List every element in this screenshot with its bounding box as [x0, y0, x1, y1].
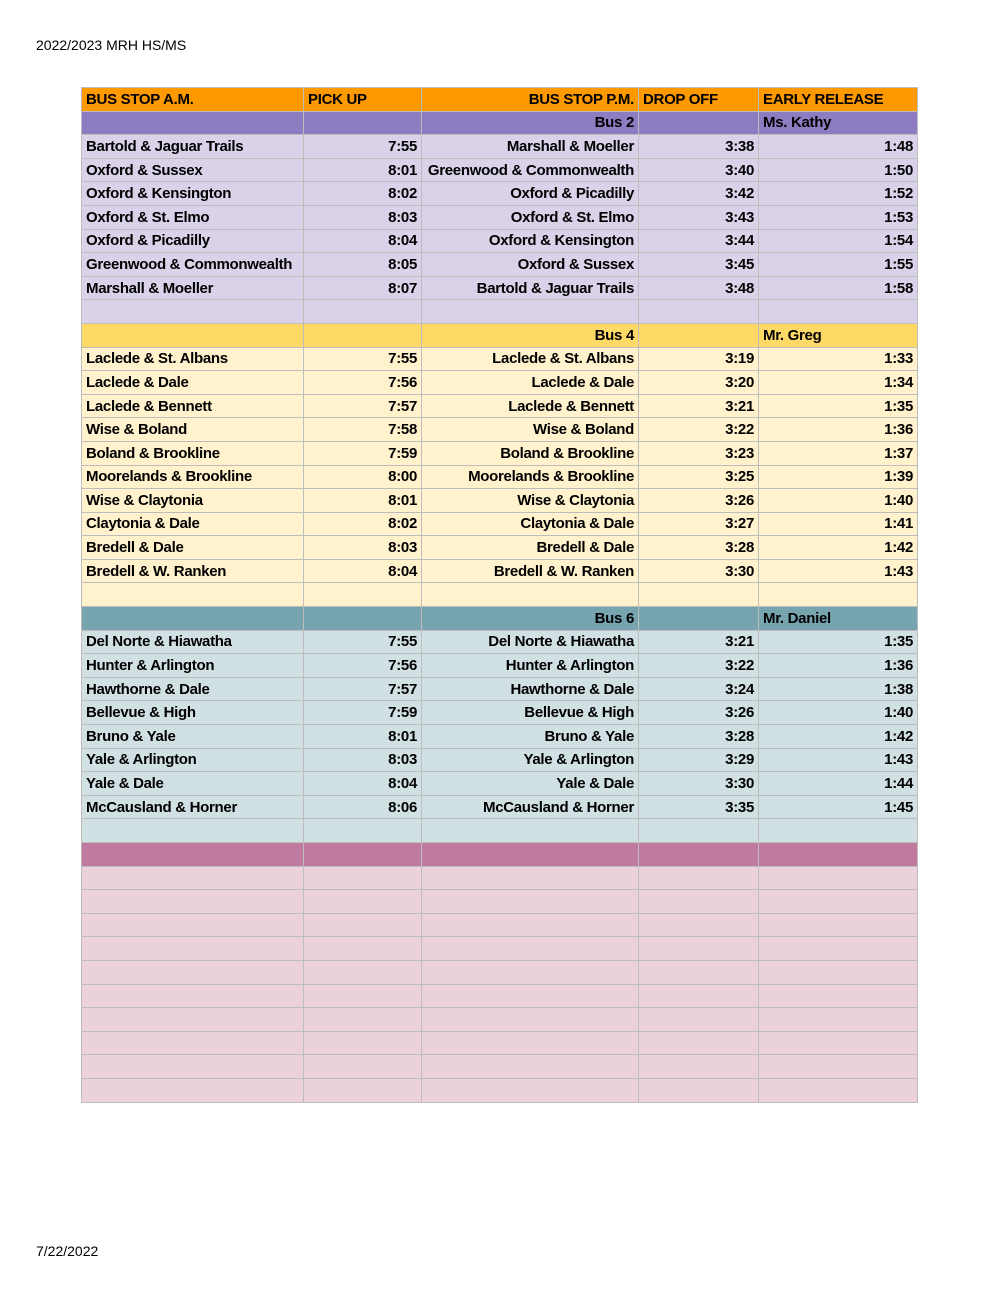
table-row — [82, 205, 918, 229]
pickup-cell: 7:57 — [304, 677, 422, 701]
stop-pm-cell: Wise & Claytonia — [422, 489, 639, 513]
early-release-cell: 1:39 — [759, 465, 918, 489]
pickup-cell: 8:04 — [304, 229, 422, 253]
early-release-cell: 1:37 — [759, 441, 918, 465]
pickup-cell: 8:03 — [304, 205, 422, 229]
pickup-cell: 8:01 — [304, 725, 422, 749]
blank-row — [82, 1008, 918, 1032]
stop-pm-cell: Laclede & St. Albans — [422, 347, 639, 371]
dropoff-cell: 3:25 — [639, 465, 759, 489]
stop-am-cell: Hunter & Arlington — [82, 654, 304, 678]
dropoff-cell: 3:24 — [639, 677, 759, 701]
table-row — [82, 772, 918, 796]
bus-header-row — [82, 111, 918, 135]
early-release-cell: 1:35 — [759, 394, 918, 418]
early-release-cell: 1:36 — [759, 418, 918, 442]
early-release-cell: 1:43 — [759, 559, 918, 583]
stop-am-cell: Yale & Arlington — [82, 748, 304, 772]
pickup-cell: 7:59 — [304, 701, 422, 725]
pickup-cell: 7:57 — [304, 394, 422, 418]
stop-pm-cell: Yale & Dale — [422, 772, 639, 796]
table-row — [82, 158, 918, 182]
dropoff-cell: 3:26 — [639, 489, 759, 513]
early-release-cell: 1:42 — [759, 725, 918, 749]
early-release-cell: 1:58 — [759, 276, 918, 300]
dropoff-cell: 3:35 — [639, 795, 759, 819]
pickup-cell: 8:01 — [304, 158, 422, 182]
blank-row — [82, 960, 918, 984]
table-row — [82, 182, 918, 206]
dropoff-cell: 3:38 — [639, 135, 759, 159]
table-row — [82, 630, 918, 654]
early-release-cell: 1:36 — [759, 654, 918, 678]
stop-am-cell: Boland & Brookline — [82, 441, 304, 465]
stop-am-cell: Greenwood & Commonwealth — [82, 253, 304, 277]
dropoff-cell: 3:26 — [639, 701, 759, 725]
stop-am-cell: Bellevue & High — [82, 701, 304, 725]
table-row — [82, 489, 918, 513]
pickup-cell: 8:00 — [304, 465, 422, 489]
early-release-cell: 1:35 — [759, 630, 918, 654]
dropoff-cell: 3:45 — [639, 253, 759, 277]
bus-header-row — [82, 323, 918, 347]
table-row — [82, 347, 918, 371]
spacer-row — [82, 300, 918, 324]
stop-am-cell: Bredell & Dale — [82, 536, 304, 560]
early-release-cell: 1:43 — [759, 748, 918, 772]
early-release-cell: 1:38 — [759, 677, 918, 701]
bus-number: Bus 6 — [422, 607, 639, 631]
early-release-cell: 1:33 — [759, 347, 918, 371]
blank-row — [82, 866, 918, 890]
dropoff-cell: 3:21 — [639, 630, 759, 654]
dropoff-cell: 3:27 — [639, 512, 759, 536]
pickup-cell: 7:56 — [304, 371, 422, 395]
stop-pm-cell: Marshall & Moeller — [422, 135, 639, 159]
table-row — [82, 465, 918, 489]
col-early-release: EARLY RELEASE — [759, 88, 918, 112]
col-drop-off: DROP OFF — [639, 88, 759, 112]
page-header: 2022/2023 MRH HS/MS — [36, 37, 187, 53]
early-release-cell: 1:48 — [759, 135, 918, 159]
stop-pm-cell: Boland & Brookline — [422, 441, 639, 465]
bus-driver: Ms. Kathy — [759, 111, 918, 135]
early-release-cell: 1:50 — [759, 158, 918, 182]
stop-pm-cell: Oxford & St. Elmo — [422, 205, 639, 229]
table-row — [82, 536, 918, 560]
pickup-cell: 7:58 — [304, 418, 422, 442]
stop-am-cell: Marshall & Moeller — [82, 276, 304, 300]
stop-pm-cell: Moorelands & Brookline — [422, 465, 639, 489]
stop-pm-cell: Wise & Boland — [422, 418, 639, 442]
dropoff-cell: 3:22 — [639, 418, 759, 442]
stop-am-cell: Bredell & W. Ranken — [82, 559, 304, 583]
stop-pm-cell: Greenwood & Commonwealth — [422, 158, 639, 182]
table-row — [82, 559, 918, 583]
stop-pm-cell: Hawthorne & Dale — [422, 677, 639, 701]
stop-pm-cell: Del Norte & Hiawatha — [422, 630, 639, 654]
table-row — [82, 276, 918, 300]
table-row — [82, 654, 918, 678]
stop-pm-cell: Oxford & Sussex — [422, 253, 639, 277]
pickup-cell: 8:02 — [304, 182, 422, 206]
table-row — [82, 229, 918, 253]
bus-number: Bus 2 — [422, 111, 639, 135]
stop-pm-cell: Oxford & Picadilly — [422, 182, 639, 206]
bus-number: Bus 4 — [422, 323, 639, 347]
early-release-cell: 1:42 — [759, 536, 918, 560]
dropoff-cell: 3:48 — [639, 276, 759, 300]
stop-pm-cell: McCausland & Horner — [422, 795, 639, 819]
stop-pm-cell: Yale & Arlington — [422, 748, 639, 772]
column-header-row — [82, 88, 918, 112]
dropoff-cell: 3:29 — [639, 748, 759, 772]
stop-am-cell: Yale & Dale — [82, 772, 304, 796]
table-row — [82, 371, 918, 395]
stop-am-cell: Oxford & Kensington — [82, 182, 304, 206]
stop-pm-cell: Oxford & Kensington — [422, 229, 639, 253]
stop-am-cell: Hawthorne & Dale — [82, 677, 304, 701]
dropoff-cell: 3:20 — [639, 371, 759, 395]
table-row — [82, 677, 918, 701]
stop-pm-cell: Bredell & Dale — [422, 536, 639, 560]
pickup-cell: 8:06 — [304, 795, 422, 819]
stop-am-cell: Oxford & Sussex — [82, 158, 304, 182]
col-bus-stop-pm: BUS STOP P.M. — [422, 88, 639, 112]
bus-group-4 — [82, 323, 918, 606]
early-release-cell: 1:52 — [759, 182, 918, 206]
stop-pm-cell: Claytonia & Dale — [422, 512, 639, 536]
table-row — [82, 725, 918, 749]
dropoff-cell: 3:28 — [639, 536, 759, 560]
stop-am-cell: Del Norte & Hiawatha — [82, 630, 304, 654]
stop-am-cell: Oxford & Picadilly — [82, 229, 304, 253]
pickup-cell: 8:01 — [304, 489, 422, 513]
blank-row — [82, 913, 918, 937]
dropoff-cell: 3:21 — [639, 394, 759, 418]
spacer-row — [82, 583, 918, 607]
dropoff-cell: 3:28 — [639, 725, 759, 749]
blank-row — [82, 1078, 918, 1102]
table-row — [82, 135, 918, 159]
early-release-cell: 1:34 — [759, 371, 918, 395]
pickup-cell: 8:04 — [304, 772, 422, 796]
dropoff-cell: 3:22 — [639, 654, 759, 678]
bus-driver: Mr. Greg — [759, 323, 918, 347]
bus-header-row — [82, 607, 918, 631]
stop-pm-cell: Hunter & Arlington — [422, 654, 639, 678]
page-footer: 7/22/2022 — [36, 1243, 99, 1259]
pickup-cell: 8:03 — [304, 748, 422, 772]
early-release-cell: 1:45 — [759, 795, 918, 819]
early-release-cell: 1:53 — [759, 205, 918, 229]
dropoff-cell: 3:42 — [639, 182, 759, 206]
dropoff-cell: 3:43 — [639, 205, 759, 229]
blank-row — [82, 937, 918, 961]
blank-row — [82, 1031, 918, 1055]
pickup-cell: 8:04 — [304, 559, 422, 583]
stop-am-cell: Laclede & Dale — [82, 371, 304, 395]
bus-group-6 — [82, 607, 918, 843]
early-release-cell: 1:44 — [759, 772, 918, 796]
stop-am-cell: Claytonia & Dale — [82, 512, 304, 536]
table-row — [82, 253, 918, 277]
table-row — [82, 795, 918, 819]
table-row — [82, 748, 918, 772]
blank-row — [82, 984, 918, 1008]
stop-am-cell: Bartold & Jaguar Trails — [82, 135, 304, 159]
early-release-cell: 1:40 — [759, 701, 918, 725]
blank-row — [82, 890, 918, 914]
bus-group-2 — [82, 111, 918, 323]
stop-pm-cell: Laclede & Bennett — [422, 394, 639, 418]
blank-header-row — [82, 843, 918, 867]
stop-am-cell: Bruno & Yale — [82, 725, 304, 749]
bus-schedule-table — [81, 87, 918, 1103]
bus-driver: Mr. Daniel — [759, 607, 918, 631]
early-release-cell: 1:54 — [759, 229, 918, 253]
pickup-cell: 8:02 — [304, 512, 422, 536]
pickup-cell: 8:05 — [304, 253, 422, 277]
pickup-cell: 7:59 — [304, 441, 422, 465]
stop-pm-cell: Laclede & Dale — [422, 371, 639, 395]
stop-pm-cell: Bredell & W. Ranken — [422, 559, 639, 583]
stop-pm-cell: Bartold & Jaguar Trails — [422, 276, 639, 300]
stop-am-cell: Laclede & Bennett — [82, 394, 304, 418]
spacer-row — [82, 819, 918, 843]
col-bus-stop-am: BUS STOP A.M. — [82, 88, 304, 112]
table-row — [82, 441, 918, 465]
table-row — [82, 512, 918, 536]
col-pick-up: PICK UP — [304, 88, 422, 112]
dropoff-cell: 3:40 — [639, 158, 759, 182]
dropoff-cell: 3:30 — [639, 559, 759, 583]
blank-row — [82, 1055, 918, 1079]
stop-am-cell: McCausland & Horner — [82, 795, 304, 819]
pickup-cell: 7:55 — [304, 630, 422, 654]
stop-pm-cell: Bruno & Yale — [422, 725, 639, 749]
stop-am-cell: Wise & Claytonia — [82, 489, 304, 513]
dropoff-cell: 3:19 — [639, 347, 759, 371]
blank-group — [82, 843, 918, 1103]
early-release-cell: 1:55 — [759, 253, 918, 277]
stop-am-cell: Oxford & St. Elmo — [82, 205, 304, 229]
dropoff-cell: 3:30 — [639, 772, 759, 796]
stop-pm-cell: Bellevue & High — [422, 701, 639, 725]
early-release-cell: 1:40 — [759, 489, 918, 513]
early-release-cell: 1:41 — [759, 512, 918, 536]
pickup-cell: 7:55 — [304, 135, 422, 159]
pickup-cell: 8:03 — [304, 536, 422, 560]
stop-am-cell: Laclede & St. Albans — [82, 347, 304, 371]
stop-am-cell: Wise & Boland — [82, 418, 304, 442]
dropoff-cell: 3:23 — [639, 441, 759, 465]
dropoff-cell: 3:44 — [639, 229, 759, 253]
table-row — [82, 701, 918, 725]
table-row — [82, 418, 918, 442]
table-row — [82, 394, 918, 418]
pickup-cell: 7:55 — [304, 347, 422, 371]
pickup-cell: 8:07 — [304, 276, 422, 300]
pickup-cell: 7:56 — [304, 654, 422, 678]
stop-am-cell: Moorelands & Brookline — [82, 465, 304, 489]
